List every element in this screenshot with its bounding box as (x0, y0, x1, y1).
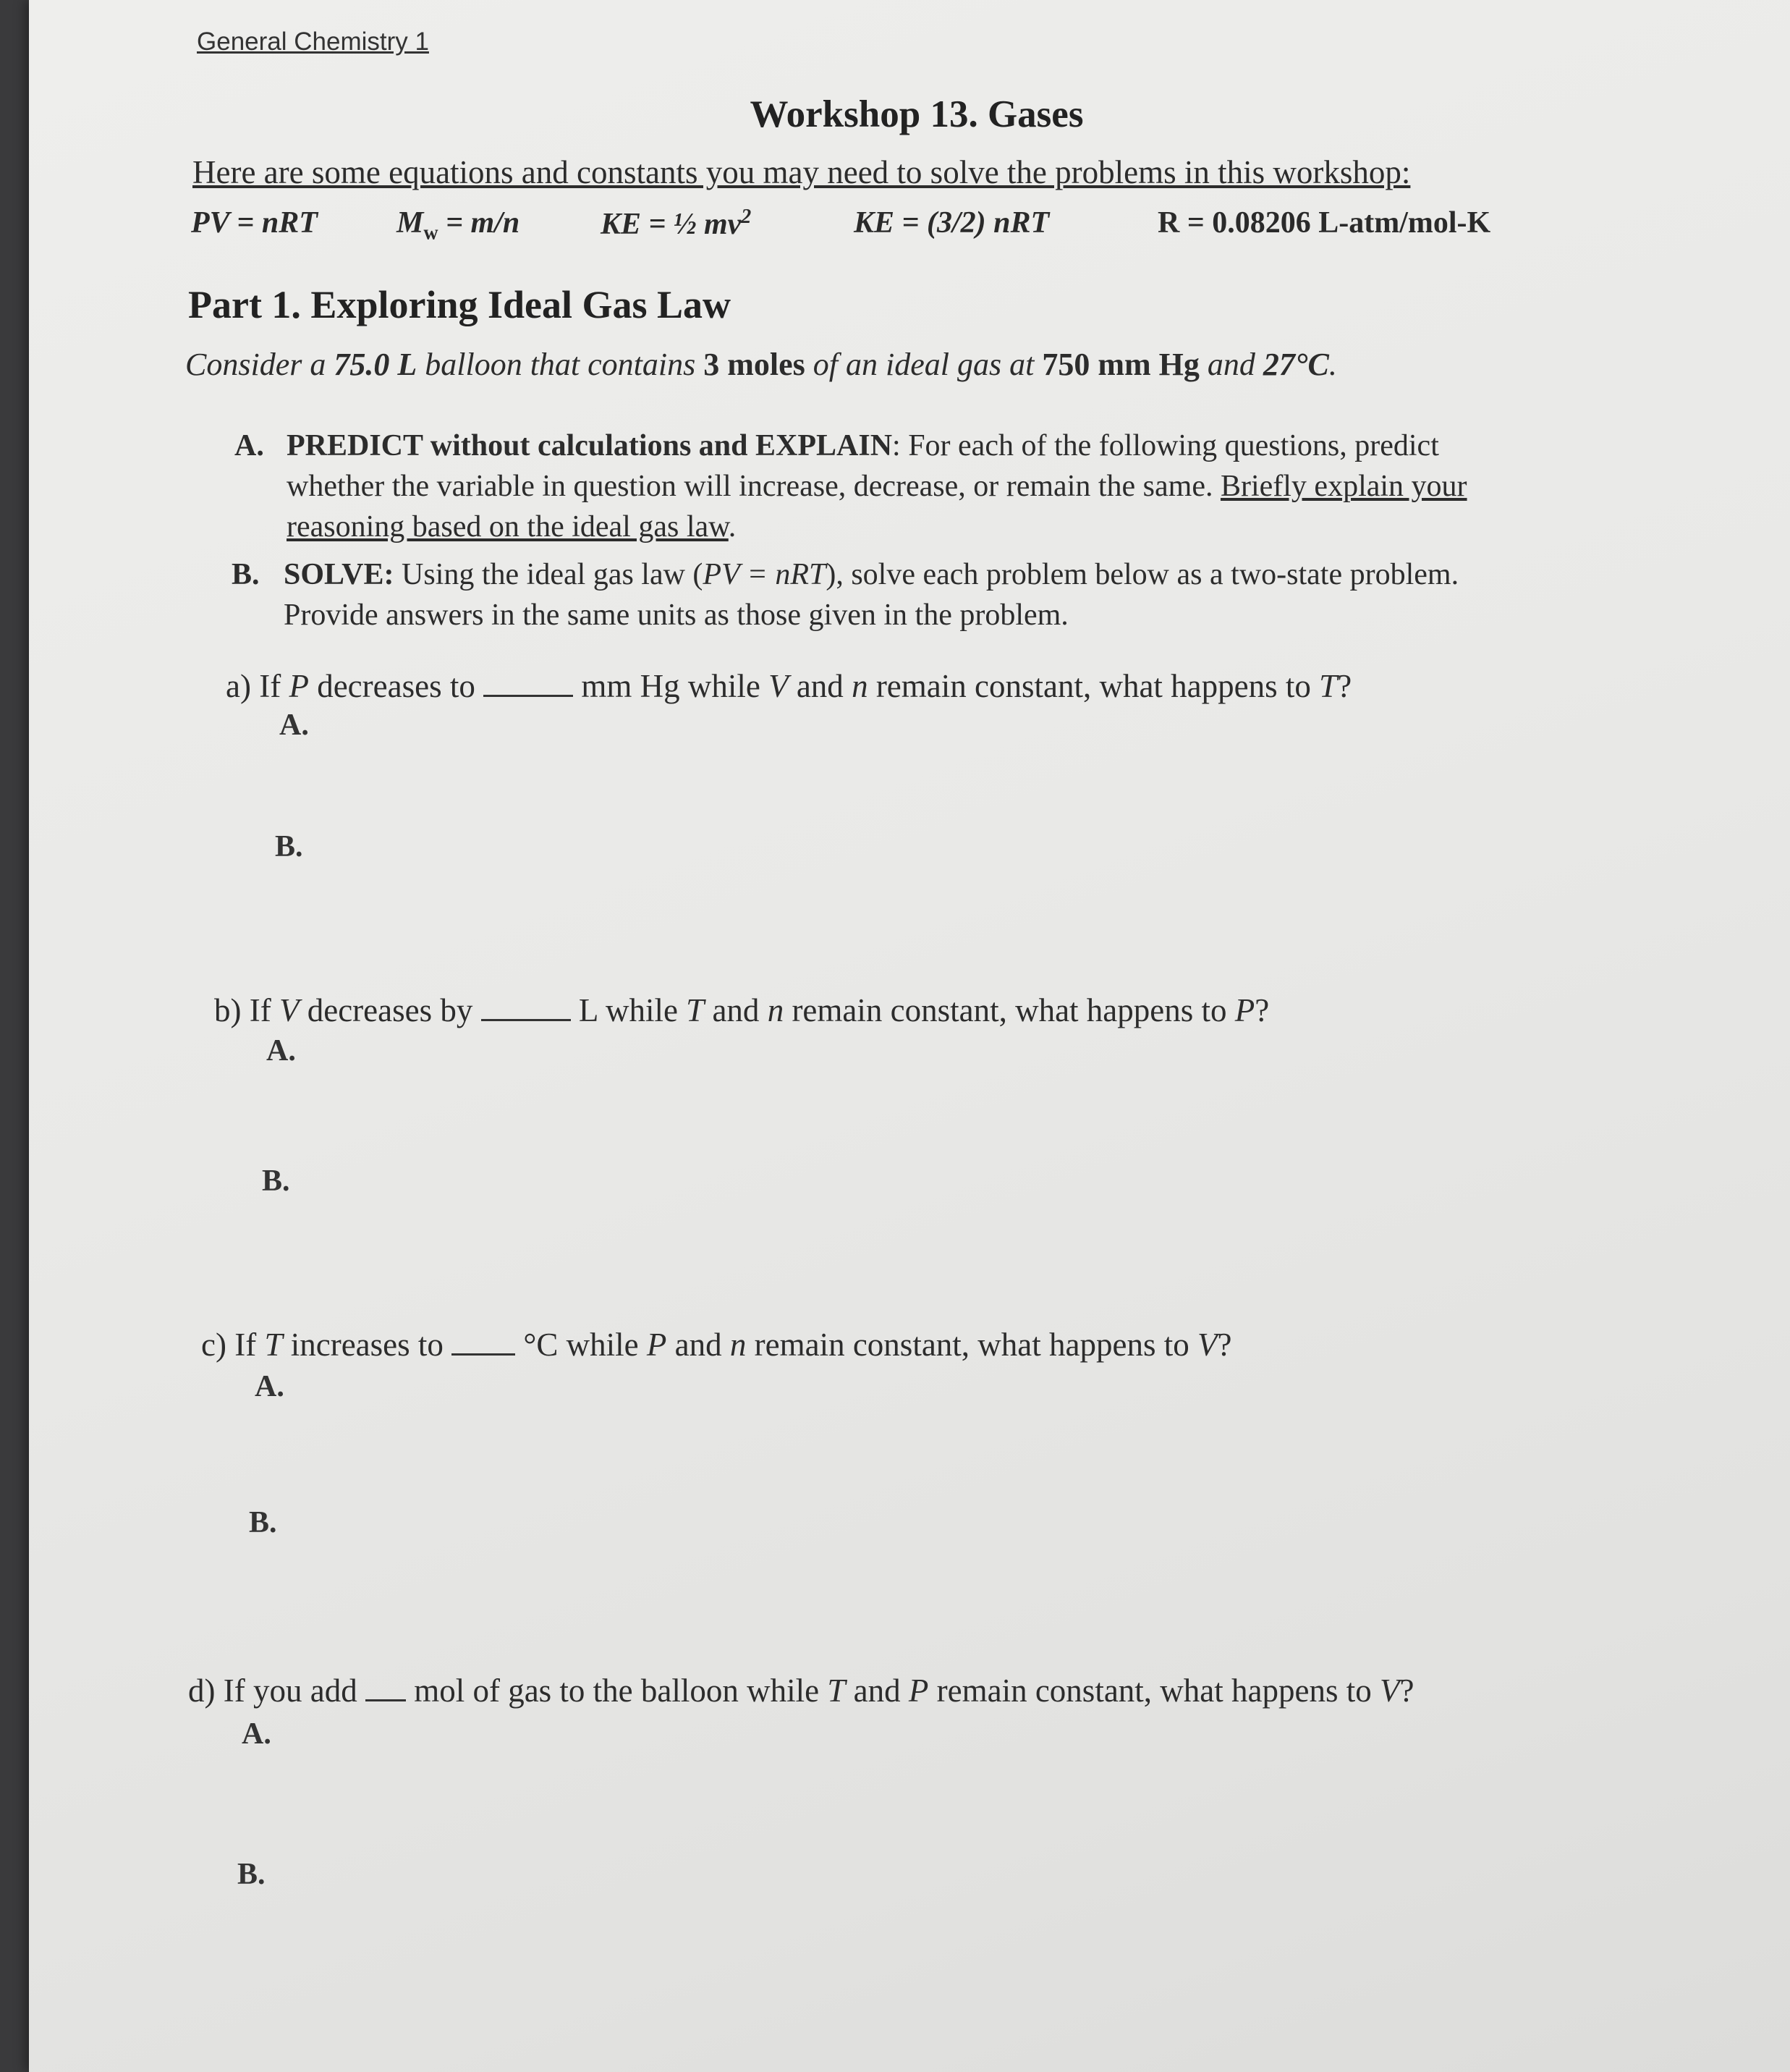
question-a: a) If P decreases to mm Hg while V and n remain constant, what happens to T? (226, 668, 1352, 704)
equation-ideal-gas: PV = nRT (191, 206, 318, 240)
answer-label-d-predict: A. (242, 1717, 271, 1751)
page-title: Workshop 13. Gases (750, 93, 1084, 135)
instruction-a-marker: A. (234, 429, 264, 462)
part-heading: Part 1. Exploring Ideal Gas Law (188, 283, 731, 326)
answer-label-a-predict: A. (279, 709, 309, 742)
answer-blank-c[interactable] (451, 1349, 515, 1356)
answer-blank-a[interactable] (483, 690, 573, 697)
equation-molar-mass: $M_w = m/n$ (396, 206, 520, 245)
gas-constant: R = 0.08206 L-atm/mol-K (1158, 206, 1491, 240)
answer-label-c-predict: A. (255, 1370, 284, 1403)
answer-label-d-solve: B. (237, 1858, 266, 1891)
answer-blank-d[interactable] (365, 1695, 406, 1701)
answer-label-b-solve: B. (262, 1164, 290, 1198)
answer-blank-b[interactable] (481, 1015, 571, 1021)
answer-label-b-predict: A. (266, 1034, 296, 1067)
instruction-predict: PREDICT without calculations and EXPLAIN: For each of the following questions, predict whether the variable in question will increase, decrease, or remain the same. Briefly explain your reasoning based on the ideal gas law. (287, 429, 1467, 544)
equation-kinetic-energy-molar: KE = (3/2) nRT (854, 206, 1050, 240)
equations-intro: Here are some equations and constants you may need to solve the problems in this workshop: (192, 154, 1411, 190)
answer-label-c-solve: B. (249, 1506, 277, 1539)
scenario-statement: Consider a 75.0 L balloon that contains 3 moles of an ideal gas at 750 mm Hg and 27°C. (185, 347, 1337, 382)
instruction-b-marker: B. (232, 558, 260, 591)
question-d: d) If you add mol of gas to the balloon while T and P remain constant, what happens to V? (188, 1673, 1414, 1709)
question-b: b) If V decreases by L while T and n remain constant, what happens to P? (214, 992, 1270, 1028)
answer-label-a-solve: B. (275, 830, 303, 863)
question-c: c) If T increases to °C while P and n remain constant, what happens to V? (201, 1327, 1232, 1363)
instruction-solve: SOLVE: Using the ideal gas law (PV = nRT), solve each problem below as a two-state problem. Provide answers in the same units as those given in the problem. (284, 558, 1459, 632)
course-name: General Chemistry 1 (197, 28, 429, 56)
equation-kinetic-energy: KE = ½ $mv^2$ (601, 206, 752, 241)
